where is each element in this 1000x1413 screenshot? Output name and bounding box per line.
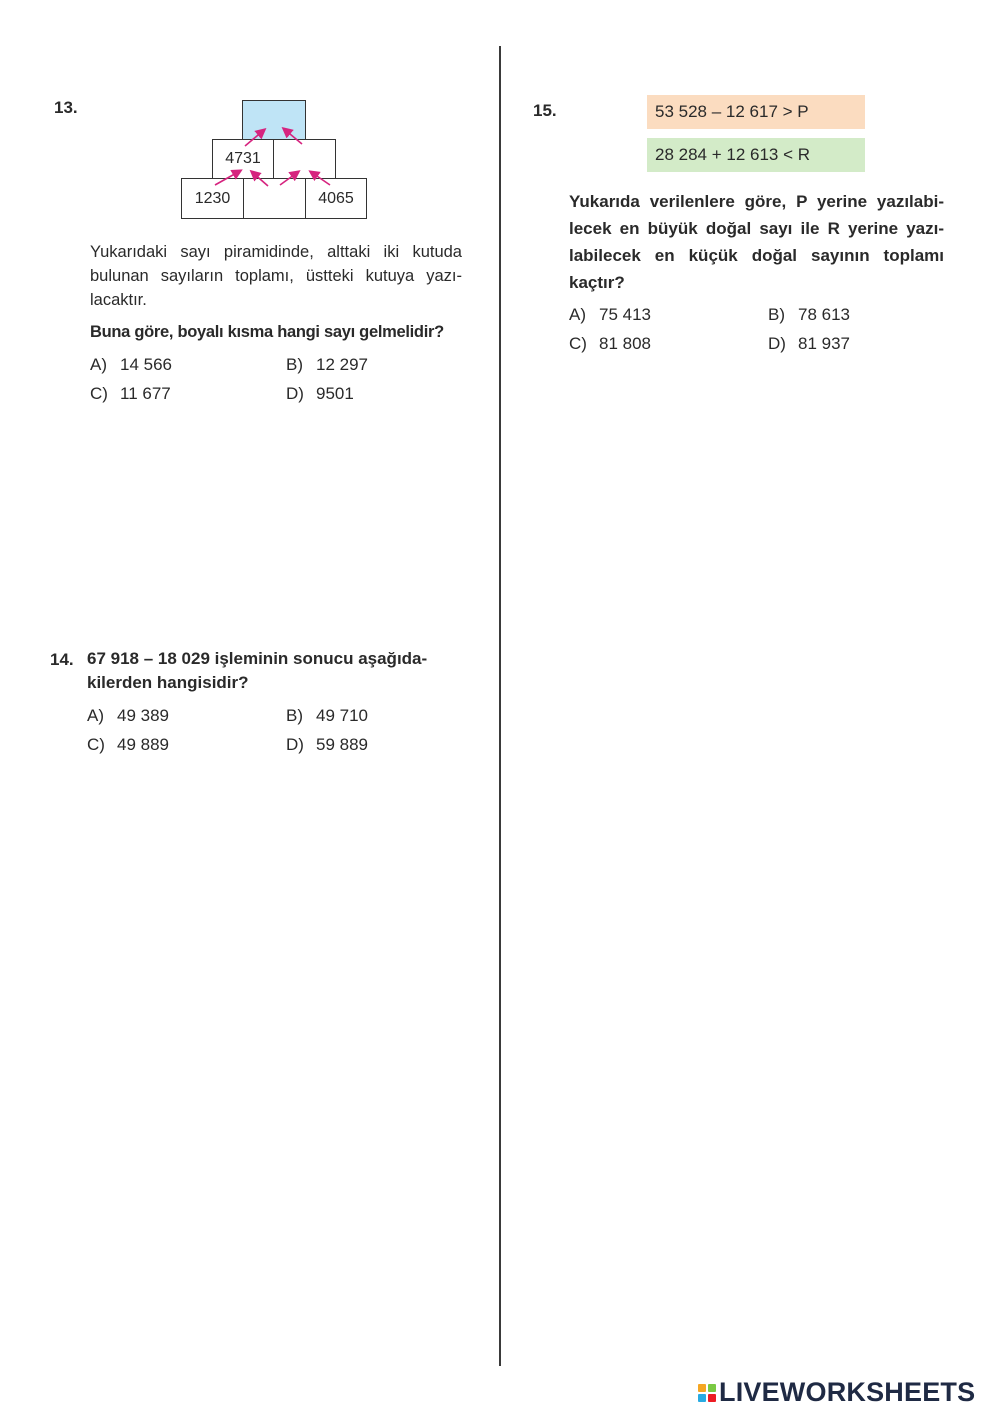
q15-text-line-4: kaçtır? xyxy=(569,273,625,292)
pyramid-bottom-right-box: 4065 xyxy=(305,178,367,219)
arrow-up-mid-left xyxy=(252,172,268,186)
option-value: 59 889 xyxy=(316,735,368,754)
q15-text-line-1: Yukarıda verilenlere göre, P yerine yazılabi- xyxy=(569,192,944,211)
option-label: C) xyxy=(569,334,587,353)
option-label: C) xyxy=(87,735,105,754)
q13-text-line-2: bulunan sayıların toplamı, üstteki kutuya yazı- xyxy=(90,267,462,285)
option-value: 11 677 xyxy=(120,384,171,403)
q15-option-b[interactable] xyxy=(768,305,850,325)
q13-text-line-3: lacaktır. xyxy=(90,291,147,309)
q14-option-b[interactable] xyxy=(286,706,368,726)
q13-option-b[interactable] xyxy=(286,355,368,375)
option-label: D) xyxy=(286,735,304,754)
liveworksheets-logo-icon xyxy=(698,1384,716,1402)
option-label: A) xyxy=(87,706,104,725)
q13-question: Buna göre, boyalı kısma hangi sayı gelmelidir? xyxy=(90,323,444,341)
logo-text: LIVEWORKSHEETS xyxy=(719,1377,976,1407)
q14-option-c[interactable] xyxy=(87,735,169,755)
option-label: C) xyxy=(90,384,108,403)
option-label: D) xyxy=(768,334,786,353)
arrow-up-left-top xyxy=(245,130,264,146)
option-value: 75 413 xyxy=(599,305,651,324)
option-value: 81 937 xyxy=(798,334,850,353)
pyramid-arrows xyxy=(0,0,500,230)
q15-equation-2: 28 284 + 12 613 < R xyxy=(647,138,865,172)
option-value: 14 566 xyxy=(120,355,172,374)
pyramid-bottom-left-box: 1230 xyxy=(181,178,244,219)
column-divider xyxy=(499,46,501,1366)
liveworksheets-logo[interactable] xyxy=(698,1377,975,1408)
q14-question-line-1: 67 918 – 18 029 işleminin sonucu aşağıda- xyxy=(87,649,428,668)
q14-number: 14. xyxy=(50,650,74,669)
q13-option-c[interactable] xyxy=(90,384,171,404)
arrow-up-left-mid xyxy=(215,171,240,185)
option-label: A) xyxy=(90,355,107,374)
q15-equation-1: 53 528 – 12 617 > P xyxy=(647,95,865,129)
q13-number: 13. xyxy=(54,98,78,117)
option-label: D) xyxy=(286,384,304,403)
q15-option-a[interactable] xyxy=(569,305,651,325)
q15-number: 15. xyxy=(533,101,557,120)
q15-option-c[interactable] xyxy=(569,334,651,354)
q13-option-a[interactable] xyxy=(90,355,172,375)
option-label: B) xyxy=(286,355,303,374)
arrow-up-right-top xyxy=(284,129,302,144)
q13-option-d[interactable] xyxy=(286,384,354,404)
option-value: 78 613 xyxy=(798,305,850,324)
option-value: 49 389 xyxy=(117,706,169,725)
option-label: A) xyxy=(569,305,586,324)
q14-option-a[interactable] xyxy=(87,706,169,726)
q15-text-line-3: labilecek en küçük doğal sayının toplamı xyxy=(569,246,944,265)
option-label: B) xyxy=(286,706,303,725)
q14-option-d[interactable] xyxy=(286,735,368,755)
option-value: 9501 xyxy=(316,384,354,403)
pyramid-middle-left-box: 4731 xyxy=(212,139,274,179)
option-label: B) xyxy=(768,305,785,324)
option-value: 12 297 xyxy=(316,355,368,374)
option-value: 49 889 xyxy=(117,735,169,754)
q15-text-line-2: lecek en büyük doğal sayı ile R yerine yazı- xyxy=(569,219,944,238)
q13-text-line-1: Yukarıdaki sayı piramidinde, alttaki iki kutuda xyxy=(90,243,462,261)
q15-question xyxy=(569,188,944,296)
arrow-up-right-mid xyxy=(311,172,330,185)
q14-question-line-2: kilerden hangisidir? xyxy=(87,673,249,692)
option-value: 81 808 xyxy=(599,334,651,353)
arrow-up-mid-right xyxy=(280,172,298,185)
option-value: 49 710 xyxy=(316,706,368,725)
q15-option-d[interactable] xyxy=(768,334,850,354)
q13-description xyxy=(90,240,462,312)
